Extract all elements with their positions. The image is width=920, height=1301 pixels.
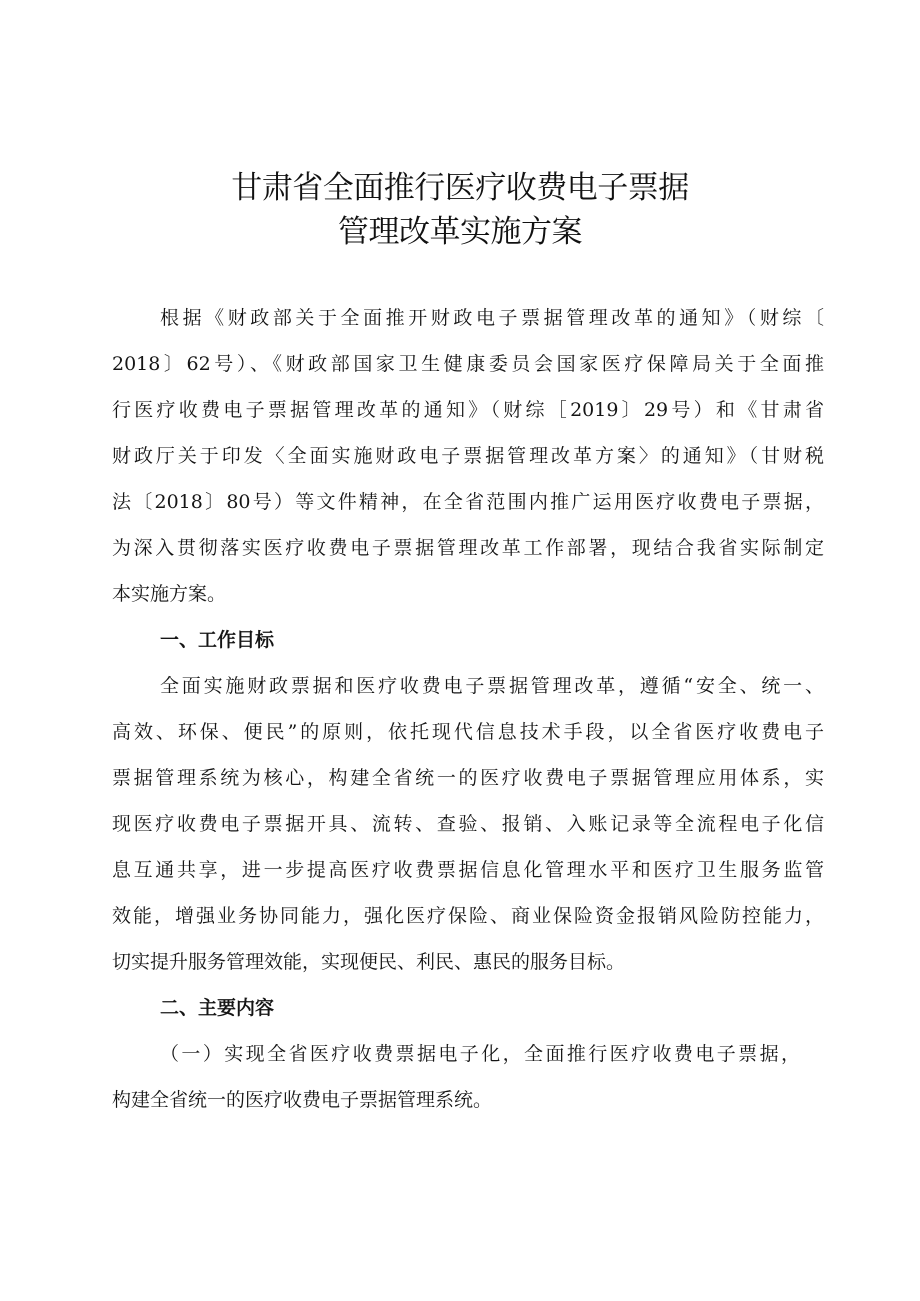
section-1-heading: 一、工作目标	[160, 629, 275, 651]
section-1-line-6: 效能，增强业务协同能力，强化医疗保险、商业保险资金报销风险防控能力，	[112, 905, 824, 927]
section-1-line-7: 切实提升服务管理效能，实现便民、利民、惠民的服务目标。	[112, 951, 626, 973]
section-2-heading: 二、主要内容	[160, 997, 275, 1019]
section-1-line-1: 全面实施财政票据和医疗收费电子票据管理改革，遵循“安全、统一、	[160, 675, 824, 697]
intro-line-4: 财政厅关于印发〈全面实施财政电子票据管理改革方案〉的通知》（甘财税	[112, 445, 824, 467]
section-1-line-5: 息互通共享，进一步提高医疗收费票据信息化管理水平和医疗卫生服务监管	[112, 859, 824, 881]
intro-line-7: 本实施方案。	[112, 583, 227, 605]
document-title-line-1: 甘肃省全面推行医疗收费电子票据	[231, 170, 689, 206]
section-1-line-2: 高效、环保、便民”的原则，依托现代信息技术手段，以全省医疗收费电子	[112, 721, 824, 743]
section-1-line-4: 现医疗收费电子票据开具、流转、查验、报销、入账记录等全流程电子化信	[112, 813, 824, 835]
section-2-line-2: 构建全省统一的医疗收费电子票据管理系统。	[112, 1089, 493, 1111]
intro-line-2: 2018〕62号）、《财政部国家卫生健康委员会国家医疗保障局关于全面推	[112, 353, 824, 375]
intro-line-1: 根据《财政部关于全面推开财政电子票据管理改革的通知》（财综〔	[160, 307, 824, 329]
section-1-line-3: 票据管理系统为核心，构建全省统一的医疗收费电子票据管理应用体系，实	[112, 767, 824, 789]
section-2-line-1: （一）实现全省医疗收费票据电子化，全面推行医疗收费电子票据，	[160, 1043, 800, 1065]
intro-line-5: 法〔2018〕80号）等文件精神，在全省范围内推广运用医疗收费电子票据，	[112, 491, 824, 513]
intro-line-6: 为深入贯彻落实医疗收费电子票据管理改革工作部署，现结合我省实际制定	[112, 537, 824, 559]
document-title-line-2: 管理改革实施方案	[338, 214, 582, 250]
intro-line-3: 行医疗收费电子票据管理改革的通知》（财综［2019〕29号）和《甘肃省	[112, 399, 824, 421]
